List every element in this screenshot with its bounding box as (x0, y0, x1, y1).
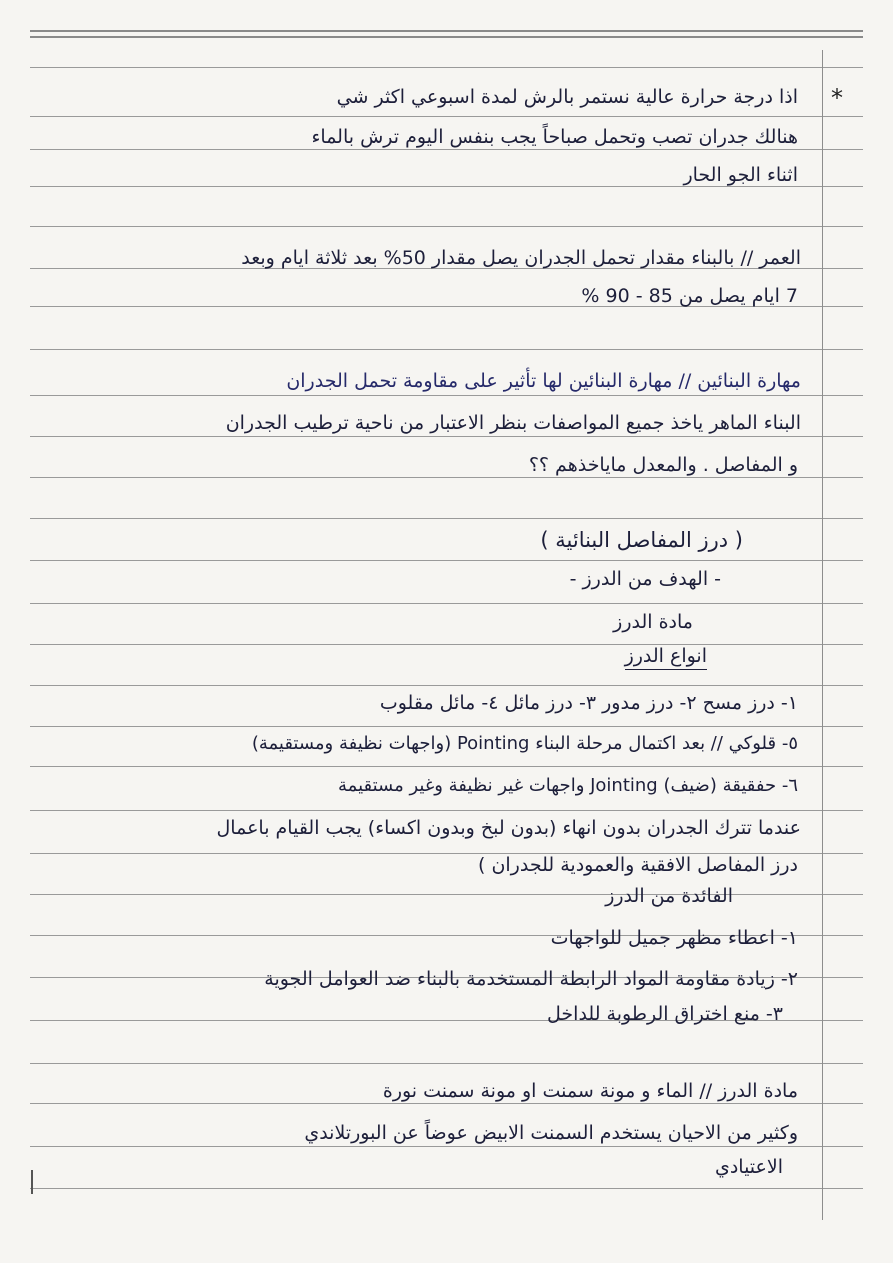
ruled-line (30, 518, 863, 519)
ruled-line (30, 810, 863, 811)
note-line: وكثير من الاحيان يستخدم السمنت الابيض عوضاً عن البورتلاندي (304, 1122, 798, 1144)
ruled-line (30, 894, 863, 895)
ruled-line (30, 116, 863, 117)
margin-line (822, 50, 823, 1220)
page-edge-mark (31, 1170, 33, 1194)
note-line: مهارة البنائين // مهارة البنائين لها تأثير على مقاومة تحمل الجدران (286, 370, 801, 392)
note-line: اثناء الجو الحار (683, 164, 798, 186)
note-line: و المفاصل . والمعدل ماياخذهم ؟؟ (528, 454, 798, 476)
top-double-rule (30, 30, 863, 32)
ruled-line (30, 644, 863, 645)
note-line: ٣- منع اختراق الرطوبة للداخل (547, 1003, 783, 1025)
note-line: - الهدف من الدرز - (569, 568, 721, 590)
note-line: ١- اعطاء مظهر جميل للواجهات (550, 927, 798, 949)
ruled-line (30, 436, 863, 437)
ruled-line (30, 67, 863, 68)
note-line: ٢- زيادة مقاومة المواد الرابطة المستخدمة بالبناء ضد العوامل الجوية (264, 968, 798, 990)
ruled-line (30, 1063, 863, 1064)
note-line: ١- درز مسح ٢- درز مدور ٣- درز مائل ٤- مائل مقلوب (379, 692, 798, 714)
ruled-line (30, 349, 863, 350)
note-line: مادة الدرز (613, 611, 693, 633)
note-line: البناء الماهر ياخذ جميع المواصفات بنظر الاعتبار من ناحية ترطيب الجدران (225, 412, 801, 434)
ruled-line (30, 603, 863, 604)
note-line: هنالك جدران تصب وتحمل صباحاً يجب بنفس اليوم ترش بالماء (311, 126, 798, 148)
ruled-line (30, 685, 863, 686)
note-line: 7 ايام يصل من 85 - 90 % (581, 285, 798, 307)
note-line: مادة الدرز // الماء و مونة سمنت او مونة سمنت نورة (382, 1080, 798, 1102)
note-line: درز المفاصل الافقية والعمودية للجدران ) (478, 854, 798, 876)
bullet-star: * (831, 84, 843, 112)
note-line: اذا درجة حرارة عالية نستمر بالرش لمدة اسبوعي اكثر شي (336, 86, 798, 108)
ruled-line (30, 766, 863, 767)
note-line: ٥- قلوكي // بعد اكتمال مرحلة البناء Pointing (واجهات نظيفة ومستقيمة) (251, 733, 798, 754)
note-line: الاعتيادي (714, 1156, 783, 1178)
ruled-line (30, 560, 863, 561)
note-line: العمر // بالبناء مقدار تحمل الجدران يصل مقدار 50% بعد ثلاثة ايام وبعد (241, 247, 801, 269)
note-line: الفائدة من الدرز (605, 885, 733, 907)
ruled-line (30, 1188, 863, 1189)
note-line: عندما تترك الجدران بدون انهاء (بدون لبخ وبدون اكساء) يجب القيام باعمال (216, 817, 801, 839)
top-double-rule-2 (30, 36, 863, 38)
ruled-line (30, 1146, 863, 1147)
ruled-line (30, 226, 863, 227)
note-line: انواع الدرز (625, 643, 707, 670)
note-line: ٦- حفقيقة (ضيف) Jointing واجهات غير نظيفة وغير مستقيمة (338, 775, 798, 796)
section-heading: ( درز المفاصل البنائية ) (540, 528, 743, 552)
ruled-line (30, 726, 863, 727)
ruled-line (30, 395, 863, 396)
